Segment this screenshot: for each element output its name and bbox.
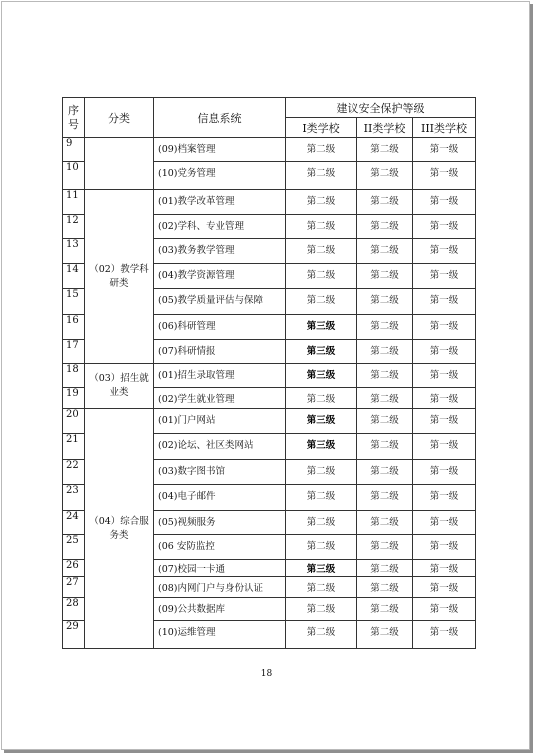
system-name: (01)教学改革管理 <box>154 190 286 215</box>
table-row <box>63 138 476 162</box>
system-name: (07)科研情报 <box>154 340 286 364</box>
level-ii: 第二级 <box>357 315 413 340</box>
row-no: 18 <box>63 364 85 388</box>
system-name: (04)教学资源管理 <box>154 264 286 289</box>
row-no: 26 <box>63 560 85 577</box>
level-iii: 第一级 <box>413 535 476 560</box>
header-no: 序号 <box>63 98 85 138</box>
level-i: 第二级 <box>286 621 357 649</box>
row-no: 12 <box>63 215 85 239</box>
system-name: (10)运维管理 <box>154 621 286 649</box>
level-iii: 第一级 <box>413 560 476 577</box>
row-no: 10 <box>63 162 85 190</box>
system-name: (01)招生录取管理 <box>154 364 286 388</box>
system-name: (09)公共数据库 <box>154 598 286 621</box>
table-row <box>63 409 476 434</box>
level-i: 第二级 <box>286 511 357 535</box>
level-i: 第二级 <box>286 138 357 162</box>
level-ii: 第二级 <box>357 190 413 215</box>
level-iii: 第一级 <box>413 388 476 409</box>
level-i: 第二级 <box>286 535 357 560</box>
level-i: 第二级 <box>286 460 357 485</box>
level-ii: 第二级 <box>357 535 413 560</box>
system-name: (03)教务教学管理 <box>154 239 286 264</box>
system-name: (10)党务管理 <box>154 162 286 190</box>
system-name: (05)视频服务 <box>154 511 286 535</box>
header-school-type-1: I类学校 <box>286 118 357 138</box>
table-row <box>63 364 476 388</box>
row-no: 11 <box>63 190 85 215</box>
level-iii: 第一级 <box>413 289 476 315</box>
header-category: 分类 <box>85 98 154 138</box>
system-name: (05)教学质量评估与保障 <box>154 289 286 315</box>
table-row <box>63 190 476 215</box>
level-iii: 第一级 <box>413 315 476 340</box>
level-iii: 第一级 <box>413 511 476 535</box>
level-ii: 第二级 <box>357 598 413 621</box>
system-name: (02)学生就业管理 <box>154 388 286 409</box>
level-ii: 第二级 <box>357 364 413 388</box>
level-iii: 第一级 <box>413 598 476 621</box>
level-iii: 第一级 <box>413 264 476 289</box>
level-i: 第三级 <box>286 434 357 460</box>
level-ii: 第二级 <box>357 162 413 190</box>
level-ii: 第二级 <box>357 340 413 364</box>
page-number: 18 <box>260 669 273 679</box>
row-no: 20 <box>63 409 85 434</box>
level-ii: 第二级 <box>357 289 413 315</box>
level-ii: 第二级 <box>357 485 413 511</box>
system-name: (09)档案管理 <box>154 138 286 162</box>
system-name: (04)电子邮件 <box>154 485 286 511</box>
row-no: 15 <box>63 289 85 315</box>
system-name: (01)门户网站 <box>154 409 286 434</box>
level-iii: 第一级 <box>413 577 476 598</box>
level-iii: 第一级 <box>413 409 476 434</box>
row-no: 29 <box>63 621 85 649</box>
row-no: 9 <box>63 138 85 162</box>
level-i: 第二级 <box>286 162 357 190</box>
level-ii: 第二级 <box>357 460 413 485</box>
system-name: (08)内网门户与身份认证 <box>154 577 286 598</box>
row-no: 17 <box>63 340 85 364</box>
level-iii: 第一级 <box>413 340 476 364</box>
header-school-type-2: II类学校 <box>357 118 413 138</box>
level-i: 第二级 <box>286 264 357 289</box>
level-iii: 第一级 <box>413 434 476 460</box>
level-i: 第二级 <box>286 289 357 315</box>
level-i: 第二级 <box>286 577 357 598</box>
row-no: 16 <box>63 315 85 340</box>
level-iii: 第一级 <box>413 190 476 215</box>
level-iii: 第一级 <box>413 621 476 649</box>
level-iii: 第一级 <box>413 485 476 511</box>
system-name: (06)科研管理 <box>154 315 286 340</box>
level-iii: 第一级 <box>413 215 476 239</box>
row-no: 13 <box>63 239 85 264</box>
level-i: 第二级 <box>286 190 357 215</box>
level-i: 第二级 <box>286 485 357 511</box>
level-ii: 第二级 <box>357 434 413 460</box>
level-iii: 第一级 <box>413 162 476 190</box>
level-i: 第三级 <box>286 560 357 577</box>
level-iii: 第一级 <box>413 364 476 388</box>
level-ii: 第二级 <box>357 560 413 577</box>
level-ii: 第二级 <box>357 264 413 289</box>
row-no: 23 <box>63 485 85 511</box>
level-ii: 第二级 <box>357 215 413 239</box>
row-no: 27 <box>63 577 85 598</box>
system-name: (06 安防监控 <box>154 535 286 560</box>
category-admission-employment: （03）招生就业类 <box>85 364 154 409</box>
level-i: 第三级 <box>286 409 357 434</box>
row-no: 28 <box>63 598 85 621</box>
level-ii: 第二级 <box>357 577 413 598</box>
row-no: 25 <box>63 535 85 560</box>
level-ii: 第二级 <box>357 388 413 409</box>
level-iii: 第一级 <box>413 460 476 485</box>
header-school-type-3: III类学校 <box>413 118 476 138</box>
level-i: 第二级 <box>286 239 357 264</box>
level-ii: 第二级 <box>357 409 413 434</box>
header-level-group: 建议安全保护等级 <box>286 98 476 118</box>
level-ii: 第二级 <box>357 239 413 264</box>
level-i: 第三级 <box>286 340 357 364</box>
system-name: (07)校园一卡通 <box>154 560 286 577</box>
level-i: 第三级 <box>286 364 357 388</box>
table-header-row <box>63 98 476 118</box>
system-name: (02)学科、专业管理 <box>154 215 286 239</box>
system-name: (02)论坛、社区类网站 <box>154 434 286 460</box>
category-general-services: （04）综合服务类 <box>85 409 154 649</box>
row-no: 19 <box>63 388 85 409</box>
level-i: 第二级 <box>286 388 357 409</box>
row-no: 14 <box>63 264 85 289</box>
level-i: 第三级 <box>286 315 357 340</box>
row-no: 24 <box>63 511 85 535</box>
level-iii: 第一级 <box>413 138 476 162</box>
security-level-table <box>62 97 476 649</box>
header-system: 信息系统 <box>154 98 286 138</box>
level-ii: 第二级 <box>357 138 413 162</box>
level-i: 第二级 <box>286 215 357 239</box>
level-ii: 第二级 <box>357 511 413 535</box>
level-ii: 第二级 <box>357 621 413 649</box>
level-iii: 第一级 <box>413 239 476 264</box>
row-no: 22 <box>63 460 85 485</box>
system-name: (03)数字图书馆 <box>154 460 286 485</box>
category-cell-empty <box>85 138 154 190</box>
category-teaching-research: （02）教学科研类 <box>85 190 154 364</box>
row-no: 21 <box>63 434 85 460</box>
level-i: 第二级 <box>286 598 357 621</box>
